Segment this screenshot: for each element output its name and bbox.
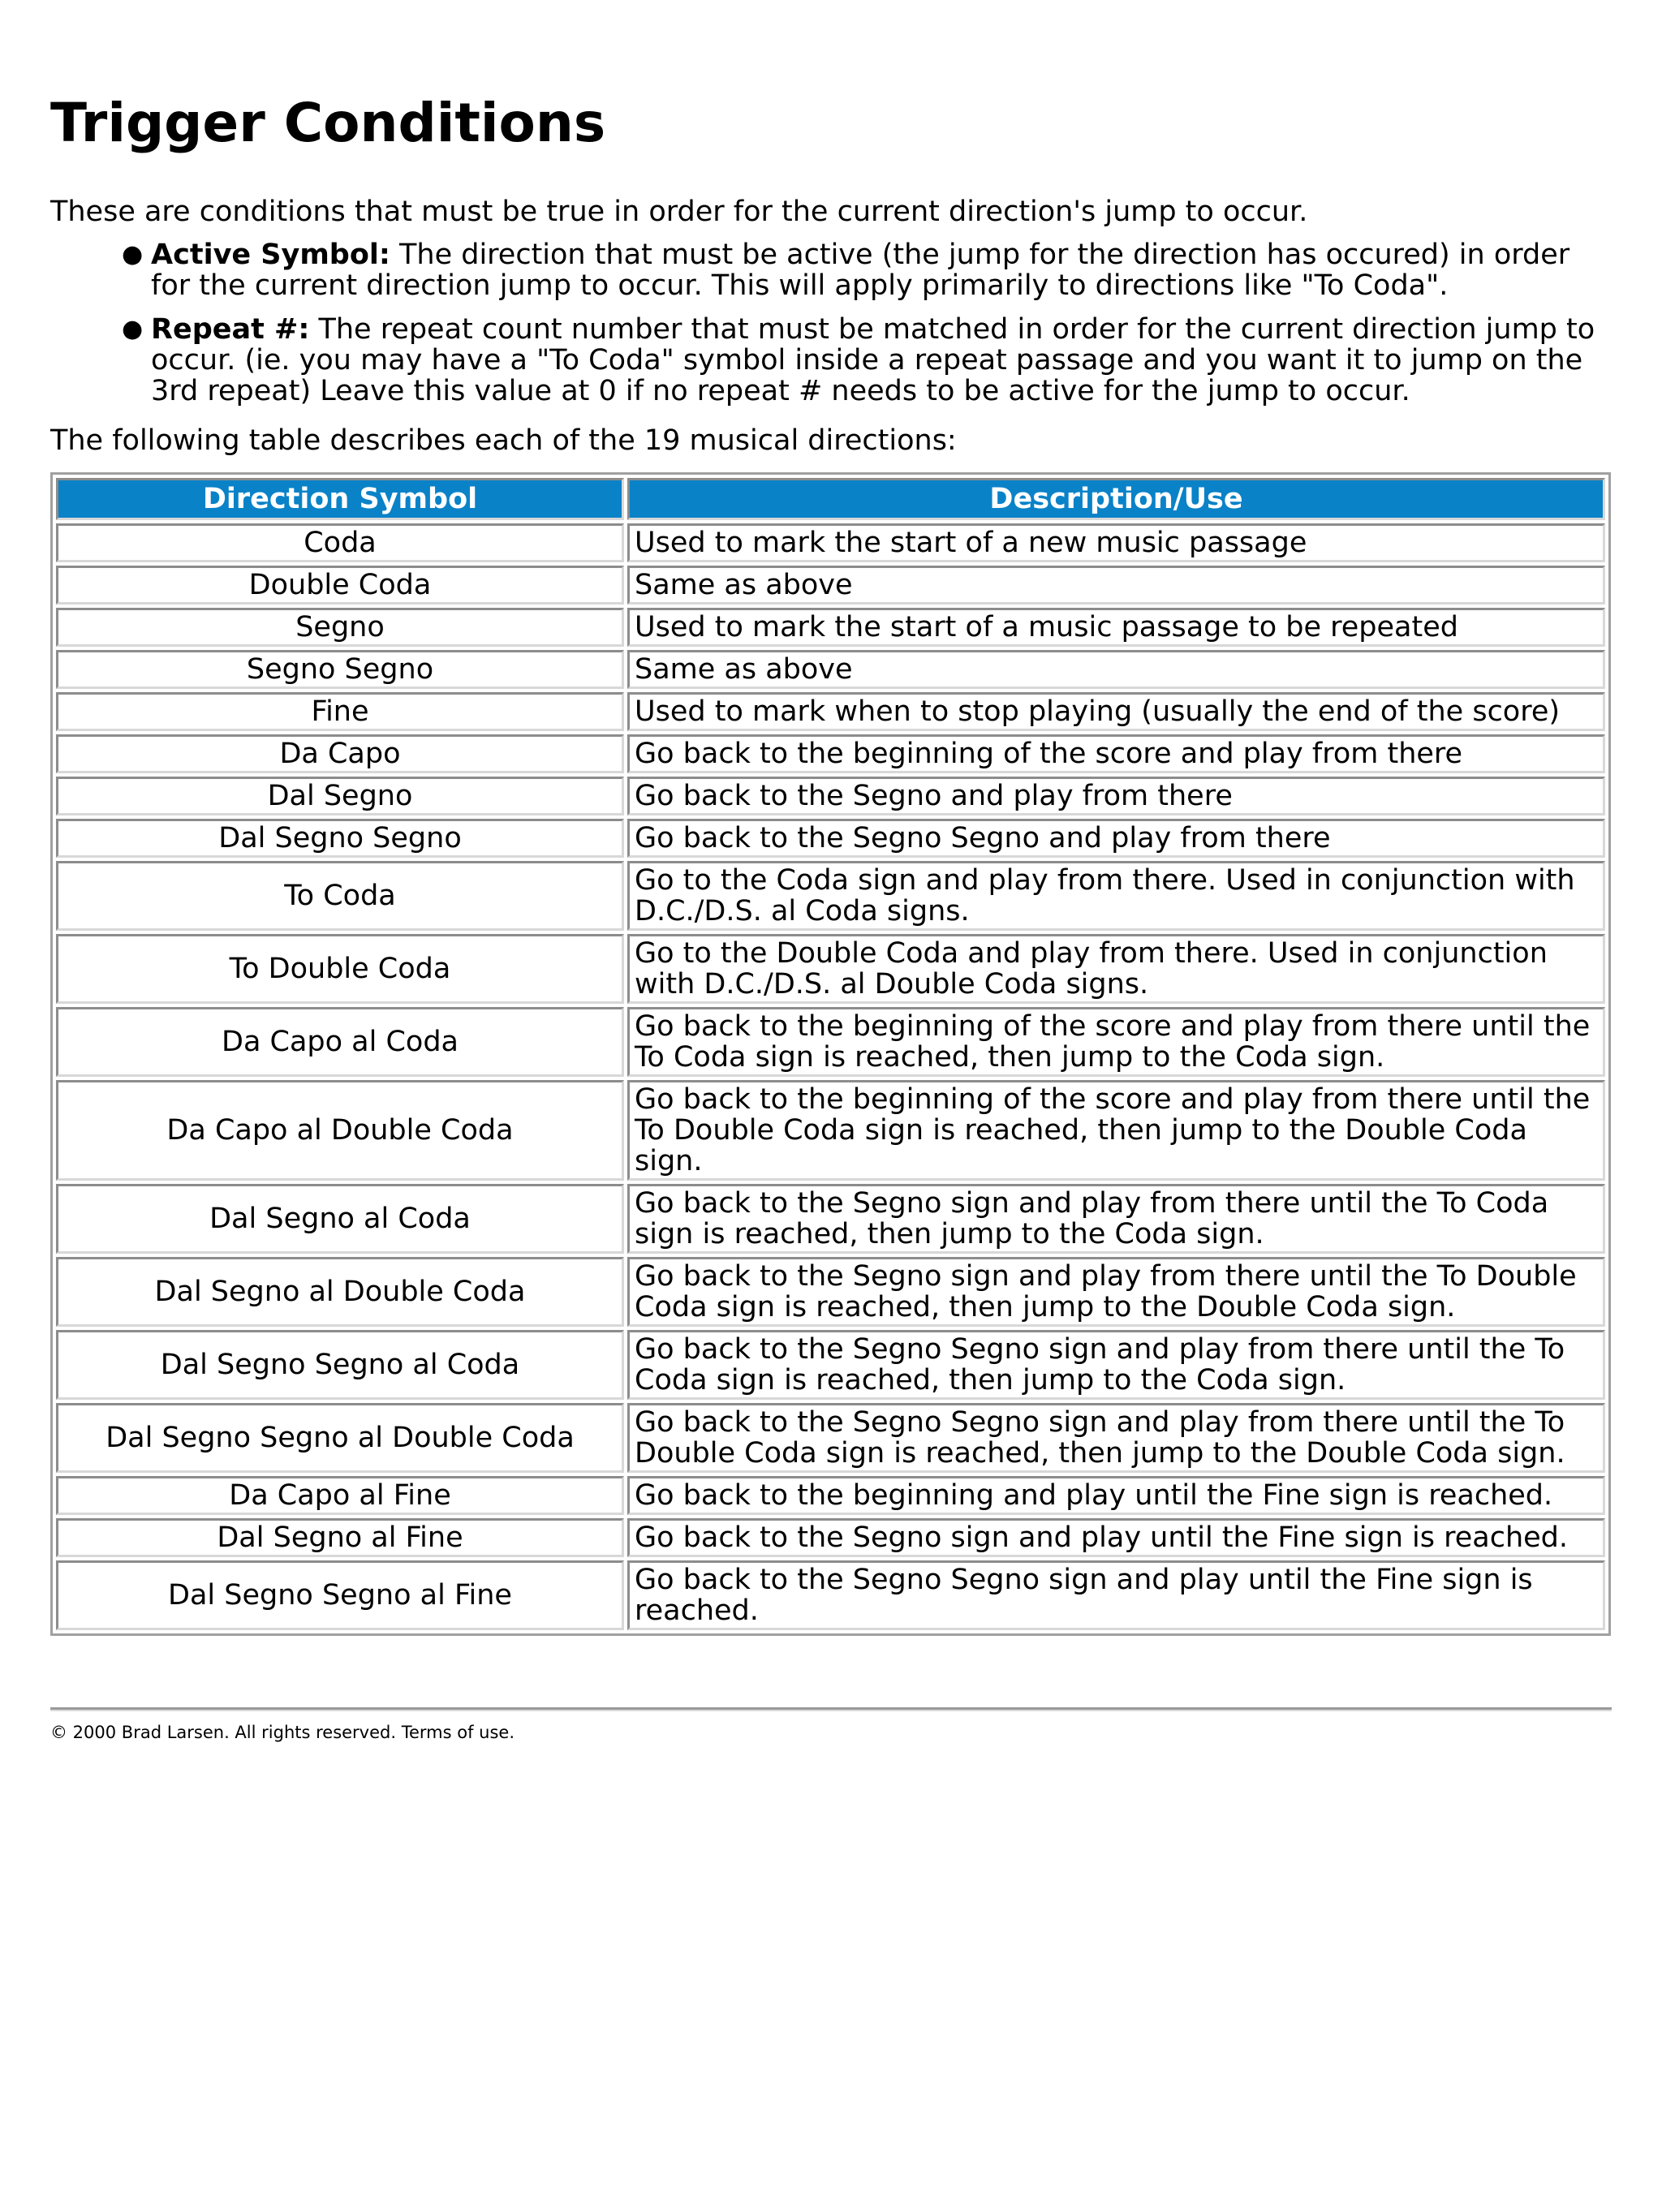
description-cell: Go back to the Segno Segno and play from there	[627, 819, 1605, 858]
conditions-list	[122, 239, 1612, 420]
direction-symbol-cell: Coda	[56, 523, 624, 562]
table-row	[56, 1184, 1605, 1254]
direction-symbol-cell: To Coda	[56, 861, 624, 931]
table-row	[56, 650, 1605, 689]
table-row	[56, 1476, 1605, 1515]
condition-term: Active Symbol:	[151, 239, 390, 271]
directions-table	[50, 472, 1611, 1636]
description-cell: Same as above	[627, 650, 1605, 689]
description-cell: Go back to the Segno Segno sign and play until the Fine sign is reached.	[627, 1560, 1605, 1630]
description-cell: Go back to the beginning of the score and play from there until the To Coda sign is reached, then jump to the Coda sign.	[627, 1007, 1605, 1077]
description-cell: Go back to the Segno Segno sign and play from there until the To Double Coda sign is reached, then jump to the Double Coda sign.	[627, 1403, 1605, 1473]
table-row	[56, 1257, 1605, 1327]
description-cell: Go back to the Segno sign and play from there until the To Coda sign is reached, then jump to the Coda sign.	[627, 1184, 1605, 1254]
header-direction-symbol: Direction Symbol	[56, 478, 624, 520]
list-item-active-symbol	[122, 239, 1612, 302]
direction-symbol-cell: Segno Segno	[56, 650, 624, 689]
table-row	[56, 523, 1605, 562]
table-row	[56, 861, 1605, 931]
direction-symbol-cell: Dal Segno al Coda	[56, 1184, 624, 1254]
table-row	[56, 734, 1605, 773]
bullet-icon: ●	[122, 240, 144, 269]
direction-symbol-cell: Dal Segno Segno al Double Coda	[56, 1403, 624, 1473]
page-title: Trigger Conditions	[50, 92, 606, 154]
table-header-row	[56, 478, 1605, 520]
description-cell: Go back to the Segno sign and play until the Fine sign is reached.	[627, 1518, 1605, 1557]
description-cell: Go to the Double Coda and play from there. Used in conjunction with D.C./D.S. al Double Coda signs.	[627, 934, 1605, 1004]
direction-symbol-cell: Dal Segno al Fine	[56, 1518, 624, 1557]
table-row	[56, 1007, 1605, 1077]
description-cell: Used to mark the start of a new music passage	[627, 523, 1605, 562]
copyright-footer: © 2000 Brad Larsen. All rights reserved. Terms of use.	[50, 1723, 515, 1742]
description-cell: Used to mark when to stop playing (usually the end of the score)	[627, 692, 1605, 731]
condition-description: The direction that must be active (the jump for the direction has occured) in order for the current direction jump to occur. This will apply primarily to directions like "To Coda".	[151, 239, 1570, 302]
direction-symbol-cell: Segno	[56, 608, 624, 647]
table-body	[56, 523, 1605, 1630]
header-description-use: Description/Use	[627, 478, 1605, 520]
direction-symbol-cell: Dal Segno Segno	[56, 819, 624, 858]
direction-symbol-cell: Da Capo al Fine	[56, 1476, 624, 1515]
description-cell: Go to the Coda sign and play from there. Used in conjunction with D.C./D.S. al Coda signs.	[627, 861, 1605, 931]
description-cell: Go back to the beginning and play until the Fine sign is reached.	[627, 1476, 1605, 1515]
table-row	[56, 608, 1605, 647]
description-cell: Go back to the Segno and play from there	[627, 777, 1605, 816]
table-row	[56, 819, 1605, 858]
description-cell: Go back to the Segno sign and play from there until the To Double Coda sign is reached, then jump to the Double Coda sign.	[627, 1257, 1605, 1327]
list-item-repeat-number	[122, 313, 1612, 407]
table-row	[56, 1518, 1605, 1557]
description-cell: Go back to the beginning of the score and play from there until the To Double Coda sign is reached, then jump to the Double Coda sign.	[627, 1080, 1605, 1181]
bullet-icon: ●	[122, 315, 144, 343]
description-cell: Go back to the Segno Segno sign and play from there until the To Coda sign is reached, then jump to the Coda sign.	[627, 1330, 1605, 1400]
intro-paragraph: These are conditions that must be true in order for the current direction's jump to occur.	[50, 196, 1308, 228]
table-row	[56, 566, 1605, 605]
table-row	[56, 1560, 1605, 1630]
description-cell: Same as above	[627, 566, 1605, 605]
direction-symbol-cell: To Double Coda	[56, 934, 624, 1004]
table-row	[56, 934, 1605, 1004]
table-row	[56, 1330, 1605, 1400]
direction-symbol-cell: Dal Segno Segno al Fine	[56, 1560, 624, 1630]
direction-symbol-cell: Dal Segno	[56, 777, 624, 816]
direction-symbol-cell: Dal Segno Segno al Coda	[56, 1330, 624, 1400]
table-row	[56, 1080, 1605, 1181]
direction-symbol-cell: Da Capo	[56, 734, 624, 773]
direction-symbol-cell: Da Capo al Double Coda	[56, 1080, 624, 1181]
direction-symbol-cell: Double Coda	[56, 566, 624, 605]
table-row	[56, 777, 1605, 816]
table-row	[56, 692, 1605, 731]
condition-term: Repeat #:	[151, 313, 310, 346]
direction-symbol-cell: Dal Segno al Double Coda	[56, 1257, 624, 1327]
condition-description: The repeat count number that must be matched in order for the current direction jump to occur. (ie. you may have a "To Coda" symbol inside a repeat passage and you want it to jump on the 3rd repeat) Leave this value at 0 if no repeat # needs to be active for the jump to occur.	[151, 313, 1595, 407]
direction-symbol-cell: Da Capo al Coda	[56, 1007, 624, 1077]
description-cell: Used to mark the start of a music passage to be repeated	[627, 608, 1605, 647]
footer-divider	[50, 1707, 1612, 1711]
table-intro: The following table describes each of the 19 musical directions:	[50, 424, 957, 457]
description-cell: Go back to the beginning of the score and play from there	[627, 734, 1605, 773]
table-row	[56, 1403, 1605, 1473]
direction-symbol-cell: Fine	[56, 692, 624, 731]
